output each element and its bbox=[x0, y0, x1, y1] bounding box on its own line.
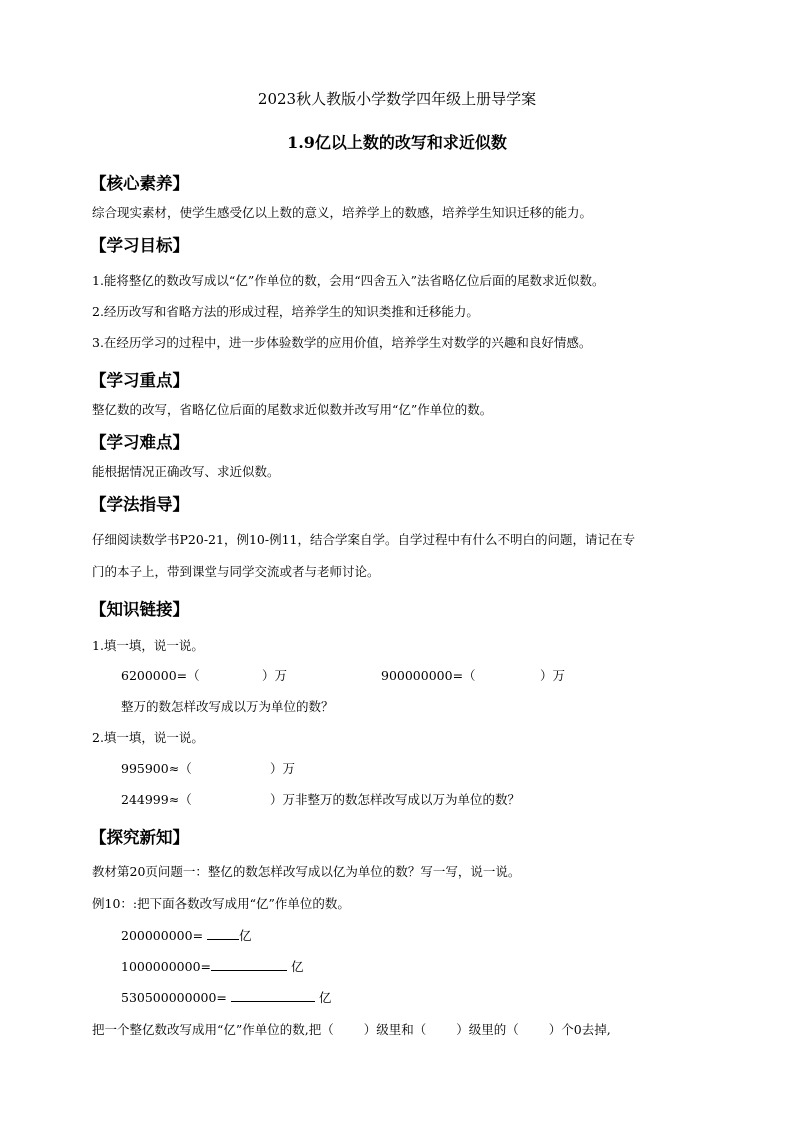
fill-blank-244999-end: ）万非整万的数怎样改写成以万为单位的数？ bbox=[270, 792, 521, 807]
rewrite-rule bbox=[92, 1020, 611, 1038]
answer-blank-3[interactable] bbox=[231, 988, 315, 1002]
link-question-1: 1.填一填，说一说。 bbox=[92, 638, 204, 653]
answer-blank-1[interactable] bbox=[207, 926, 239, 940]
exercise-530500000000-number: 530500000000= bbox=[121, 990, 227, 1005]
fill-blank-6200000-end: ）万 bbox=[262, 668, 288, 683]
core-literacy-text: 综合现实素材，使学生感受亿以上数的意义，培养学上的数感，培养学生知识迁移的能力。 bbox=[92, 205, 593, 220]
exercise-530500000000-unit: 亿 bbox=[318, 990, 332, 1005]
study-method-line-2: 门的本子上，带到课堂与同学交流或者与老师讨论。 bbox=[92, 564, 380, 579]
rewrite-rule-part-3: ）级里的（ bbox=[456, 1022, 519, 1037]
exercise-1000000000-unit: 亿 bbox=[291, 959, 304, 974]
heading-core-literacy: 【核心素养】 bbox=[90, 174, 189, 193]
exercise-1000000000 bbox=[121, 957, 304, 975]
rewrite-rule-part-4: ）个0去掉, bbox=[548, 1022, 611, 1037]
heading-study-method: 【学法指导】 bbox=[90, 495, 189, 514]
fill-blank-244999: 244999≈（ bbox=[121, 792, 192, 807]
fill-blank-900000000: 900000000=（ bbox=[381, 668, 476, 683]
heading-learning-goals: 【学习目标】 bbox=[90, 236, 189, 255]
exercise-200000000-unit: 亿 bbox=[239, 928, 252, 943]
goal-item-2: 2.经历改写和省略方法的形成过程，培养学生的知识类推和迁移能力。 bbox=[92, 304, 479, 319]
lesson-title: 1.9亿以上数的改写和求近似数 bbox=[287, 133, 507, 152]
answer-blank-2[interactable] bbox=[211, 957, 287, 971]
key-points-text: 整亿数的改写，省略亿位后面的尾数求近似数并改写用“亿”作单位的数。 bbox=[92, 402, 493, 417]
document-title: 2023秋人教版小学数学四年级上册导学案 bbox=[257, 90, 537, 108]
exercise-530500000000 bbox=[121, 988, 331, 1006]
fill-blank-995900: 995900≈（ bbox=[121, 761, 192, 776]
heading-knowledge-link: 【知识链接】 bbox=[90, 600, 189, 619]
heading-explore: 【探究新知】 bbox=[90, 828, 189, 847]
heading-key-points: 【学习重点】 bbox=[90, 371, 189, 390]
study-method-line-1: 仔细阅读数学书P20-21，例10-例11，结合学案自学。自学过程中有什么不明白的问题，请记在专 bbox=[92, 532, 635, 547]
fill-blank-6200000: 6200000=（ bbox=[121, 668, 200, 683]
goal-item-3: 3.在经历学习的过程中，进一步体验数学的应用价值，培养学生对数学的兴趣和良好情感。 bbox=[92, 335, 592, 350]
example-10: 例10：:把下面各数改写成用“亿”作单位的数。 bbox=[92, 896, 350, 911]
explore-intro: 教材第20页问题一：整亿的数怎样改写成以亿为单位的数？写一写，说一说。 bbox=[92, 864, 521, 879]
exercise-1000000000-number: 1000000000= bbox=[121, 959, 212, 974]
rewrite-rule-part-1: 把一个整亿数改写成用“亿”作单位的数,把（ bbox=[92, 1022, 334, 1037]
rewrite-rule-part-2: ）级里和（ bbox=[363, 1022, 427, 1037]
goal-item-1: 1.能将整亿的数改写成以“亿”作单位的数，会用“四舍五入”法省略亿位后面的尾数求近似数。 bbox=[92, 273, 605, 288]
heading-difficulties: 【学习难点】 bbox=[90, 433, 189, 452]
fill-blank-900000000-end: ）万 bbox=[540, 668, 566, 683]
link-question-1-note: 整万的数怎样改写成以万为单位的数？ bbox=[121, 699, 334, 714]
difficulties-text: 能根据情况正确改写、求近似数。 bbox=[92, 464, 280, 479]
link-question-2: 2.填一填，说一说。 bbox=[92, 730, 204, 745]
exercise-200000000 bbox=[121, 926, 252, 944]
fill-blank-995900-end: ）万 bbox=[270, 761, 296, 776]
exercise-200000000-number: 200000000= bbox=[121, 928, 204, 943]
